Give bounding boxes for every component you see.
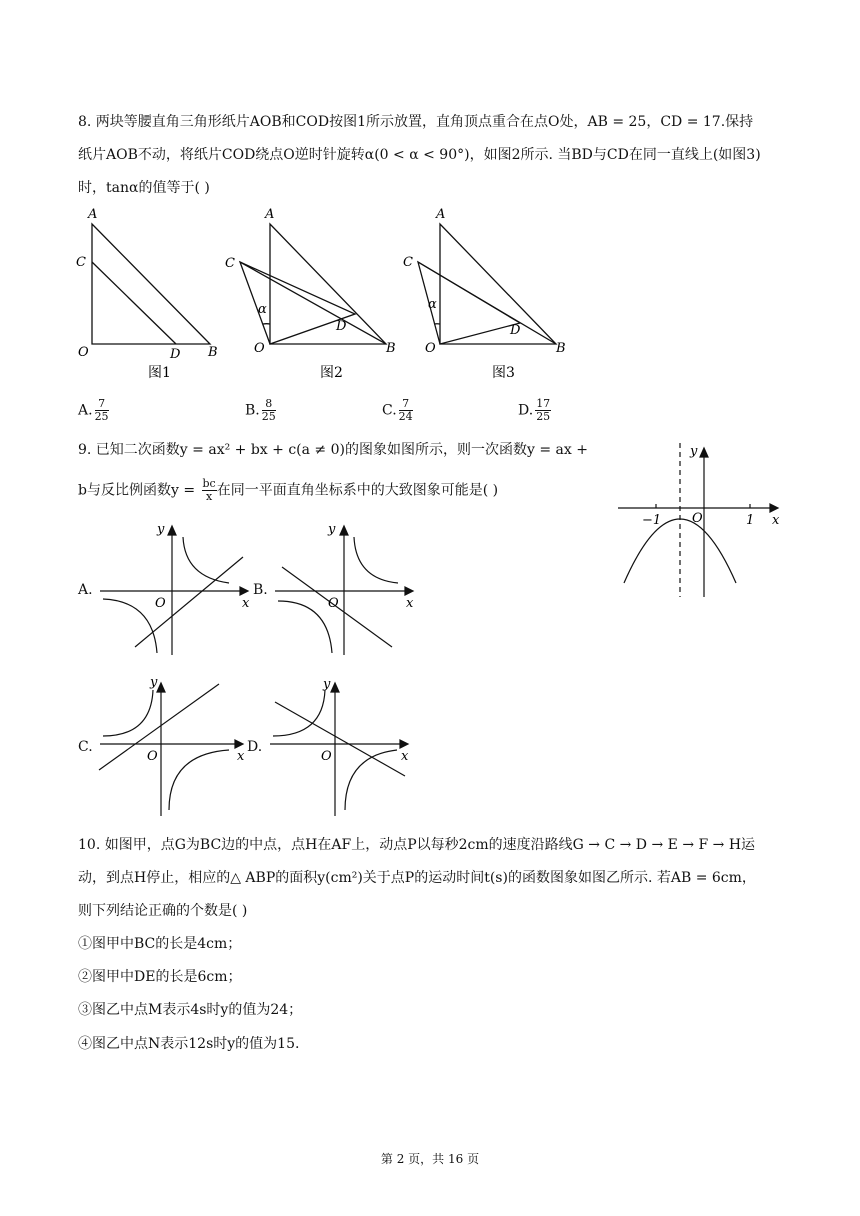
fig3-label-a: A [436,207,446,222]
fig1-label-o: O [78,345,89,360]
q8-figure-1 [70,200,230,385]
q8-option-a[interactable]: A. $\frac{7}{25}$ [78,397,109,423]
q9-option-b-graph[interactable] [270,515,430,660]
fig3-caption: 图3 [492,365,515,381]
fig3-label-c: C [403,255,413,270]
q9-axis-origin: O [692,511,703,526]
q8-line-2: 纸片AOB不动，将纸片COD绕点O逆时针旋转α(0 < α < 90°)，如图2所示. 当BD与CD在同一直线上(如图3) [78,147,761,163]
svg-text:x: x [242,596,250,611]
q8-figure-3 [390,200,580,385]
fig3-label-alpha: α [428,297,437,312]
q9-tick-neg1: −1 [642,513,662,528]
q8-option-b[interactable]: B. $\frac{8}{25}$ [245,397,276,423]
q8-option-d[interactable]: D. $\frac{17}{25}$ [518,397,551,423]
q10-item-3: ③图乙中点M表示4s时y的值为24； [78,1002,303,1018]
fig1-label-d: D [170,347,181,362]
svg-text:y: y [328,522,336,537]
q9-line-2: b与反比例函数y = $\frac{bc}{x}$ 在同一平面直角坐标系中的大致图象可能是( ) [78,477,499,503]
fig2-label-d: D [336,319,347,334]
q9-option-a-label[interactable]: A. [78,582,93,598]
q9-option-c-graph[interactable] [95,670,263,820]
fig1-caption: 图1 [148,365,171,381]
q9-tick-pos1: 1 [746,513,755,528]
q10-line-3: 则下列结论正确的个数是( ) [78,903,248,919]
fig1-label-a: A [88,207,98,222]
svg-text:y: y [323,677,331,692]
svg-text:x: x [401,749,409,764]
q9-axis-y: y [690,444,698,459]
q9-option-d-label[interactable]: D. [247,739,263,755]
q9-line-1: 9. 已知二次函数y = ax² + bx + c(a ≠ 0)的图象如图所示，则一次函数y = ax + [78,442,588,458]
fig3-label-b: B [556,341,566,356]
fig2-caption: 图2 [320,365,343,381]
q10-item-1: ①图甲中BC的长是4cm； [78,936,242,952]
q10-line-2: 动，到点H停止，相应的△ ABP的面积y(cm²)关于点P的运动时间t(s)的函数图象如图乙所示. 若AB = 6cm， [78,870,756,886]
fig2-label-alpha: α [258,302,267,317]
svg-text:O: O [147,749,158,764]
q9-parabola-figure [612,435,792,605]
q8-line-1: 8. 两块等腰直角三角形纸片AOB和COD按图1所示放置，直角顶点重合在点O处，AB = 25，CD = 17.保持 [78,114,754,130]
svg-text:x: x [237,749,245,764]
fig2-label-c: C [225,256,235,271]
svg-text:y: y [150,675,158,690]
fig2-label-o: O [254,341,265,356]
q9-option-c-label[interactable]: C. [78,739,93,755]
svg-text:O: O [321,749,332,764]
q9-option-b-label[interactable]: B. [253,582,268,598]
fig3-label-o: O [425,341,436,356]
svg-text:O: O [328,596,339,611]
fig2-label-a: A [265,207,275,222]
q9-option-d-graph[interactable] [265,670,425,820]
q8-figure-2 [220,200,410,385]
q10-item-2: ②图甲中DE的长是6cm； [78,969,242,985]
fig1-label-c: C [76,255,86,270]
svg-text:y: y [157,522,165,537]
fig3-label-d: D [510,323,521,338]
q10-item-4: ④图乙中点N表示12s时y的值为15. [78,1036,300,1052]
page-footer: 第 2 页，共 16 页 [380,1152,480,1166]
q8-line-3: 时，tanα的值等于( ) [78,180,210,196]
svg-text:x: x [406,596,414,611]
fig2-label-b: B [386,341,396,356]
q10-line-1: 10. 如图甲，点G为BC边的中点，点H在AF上，动点P以每秒2cm的速度沿路线G → C → D → E → F → H运 [78,837,756,853]
fig1-label-b: B [208,345,218,360]
q8-option-c[interactable]: C. $\frac{7}{24}$ [382,397,413,423]
svg-text:O: O [155,596,166,611]
q9-axis-x: x [772,513,780,528]
q9-option-a-graph[interactable] [95,515,260,660]
